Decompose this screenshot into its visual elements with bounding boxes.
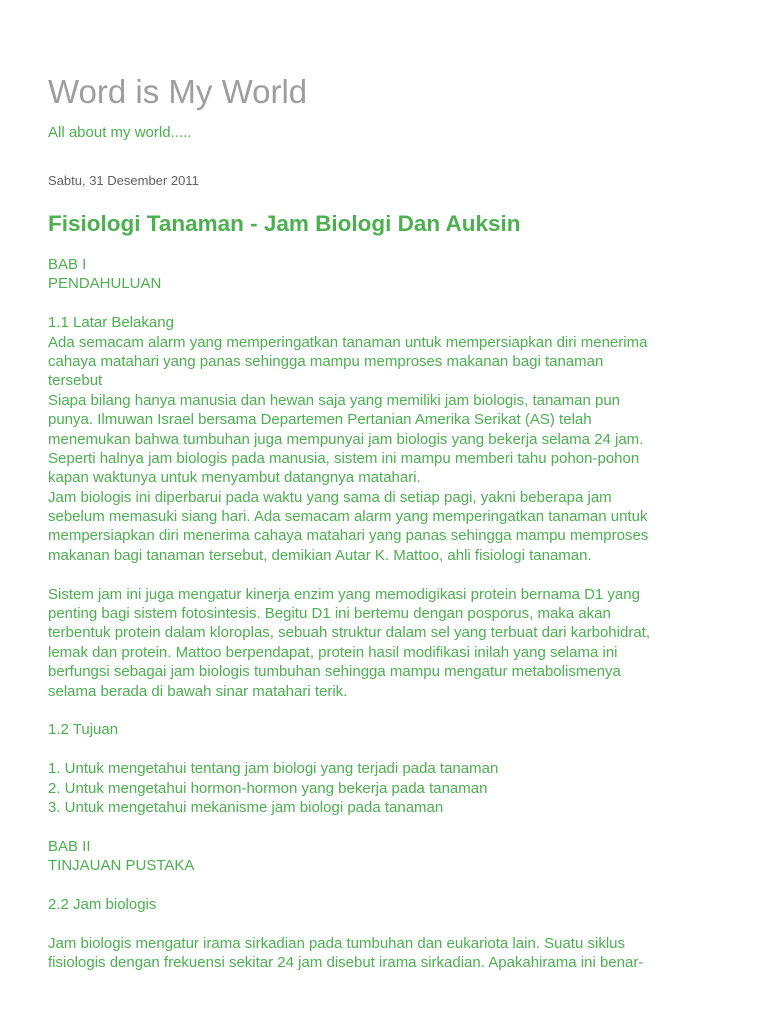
post-body-line: cahaya matahari yang panas sehingga mampu memproses makanan bagi tanaman bbox=[48, 352, 604, 370]
blank-line bbox=[48, 740, 728, 759]
post-body-line: 1.2 Tujuan bbox=[48, 721, 119, 739]
post-body-line: sebelum memasuki siang hari. Ada semacam alarm yang memperingatkan tanaman untuk bbox=[48, 508, 648, 526]
post-body bbox=[48, 255, 728, 972]
post-body-line: mempersiapkan diri menerima cahaya matahari yang panas sehingga mampu memproses bbox=[48, 527, 649, 545]
blank-line bbox=[48, 565, 728, 584]
post-body-line: kapan waktunya untuk menyambut datangnya matahari. bbox=[48, 469, 421, 487]
blog-description: All about my world..... bbox=[48, 124, 192, 141]
post-date: Sabtu, 31 Desember 2011 bbox=[48, 173, 199, 188]
post-body-line: BAB I bbox=[48, 256, 87, 273]
post-body-line: 3. Untuk mengetahui mekanisme jam biologi pada tanaman bbox=[48, 798, 444, 816]
post-body-line: 2. Untuk mengetahui hormon-hormon yang bekerja pada tanaman bbox=[48, 779, 488, 797]
post-body-line: Seperti halnya jam biologis pada manusia, sistem ini mampu memberi tahu pohon-pohon bbox=[48, 449, 640, 467]
post-body-line: makanan bagi tanaman tersebut, demikian Autar K. Mattoo, ahli fisiologi tanaman. bbox=[48, 546, 592, 564]
post-body-line: 2.2 Jam biologis bbox=[48, 895, 157, 913]
post-body-line: penting bagi sistem fotosintesis. Begitu D1 ini bertemu dengan posporus, maka akan bbox=[48, 605, 611, 623]
post-body-line: selama berada di bawah sinar matahari terik. bbox=[48, 682, 348, 700]
post-body-line: 1.1 Latar Belakang bbox=[48, 314, 174, 332]
post-body-line: menemukan bahwa tumbuhan juga mempunyai jam biologis yang bekerja selama 24 jam. bbox=[48, 430, 644, 448]
post-body-line: Ada semacam alarm yang memperingatkan tanaman untuk mempersiapkan diri menerima bbox=[48, 333, 648, 351]
post-body-line: berfungsi sebagai jam biologis tumbuhan sehingga mampu mengatur metabolismenya bbox=[48, 663, 621, 681]
blog-title[interactable]: Word is My World bbox=[48, 73, 308, 110]
post-body-line: punya. Ilmuwan Israel bersama Departemen Pertanian Amerika Serikat (AS) telah bbox=[48, 411, 592, 429]
post-body-line: Jam biologis mengatur irama sirkadian pada tumbuhan dan eukariota lain. Suatu siklus bbox=[48, 934, 625, 952]
post-body-line: PENDAHULUAN bbox=[48, 275, 162, 293]
post-body-line: Sistem jam ini juga mengatur kinerja enzim yang memodigikasi protein bernama D1 yang bbox=[48, 585, 640, 603]
post-body-line: Siapa bilang hanya manusia dan hewan saja yang memiliki jam biologis, tanaman pun bbox=[48, 391, 621, 409]
post-body-line: BAB II bbox=[48, 837, 91, 855]
post-body-line: tersebut bbox=[48, 372, 103, 390]
post-body-line: 1. Untuk mengetahui tentang jam biologi yang terjadi pada tanaman bbox=[48, 760, 499, 778]
post-body-line: Jam biologis ini diperbarui pada waktu yang sama di setiap pagi, yakni beberapa jam bbox=[48, 488, 612, 506]
blank-line bbox=[48, 914, 728, 933]
post-body-line: terbentuk protein dalam kloroplas, sebuah struktur dalam sel yang terbuat dari karbohidrat, bbox=[48, 624, 650, 642]
blank-line bbox=[48, 876, 728, 895]
post-title[interactable]: Fisiologi Tanaman - Jam Biologi Dan Auksin bbox=[48, 211, 521, 236]
blank-line bbox=[48, 817, 728, 836]
post-body-line: lemak dan protein. Mattoo berpendapat, protein hasil modifikasi inilah yang selama ini bbox=[48, 643, 618, 661]
blank-line bbox=[48, 701, 728, 720]
post-body-line: fisiologis dengan frekuensi sekitar 24 jam disebut irama sirkadian. Apakahirama ini benar- bbox=[48, 954, 644, 972]
post-body-line: TINJAUAN PUSTAKA bbox=[48, 857, 195, 875]
blank-line bbox=[48, 294, 728, 313]
